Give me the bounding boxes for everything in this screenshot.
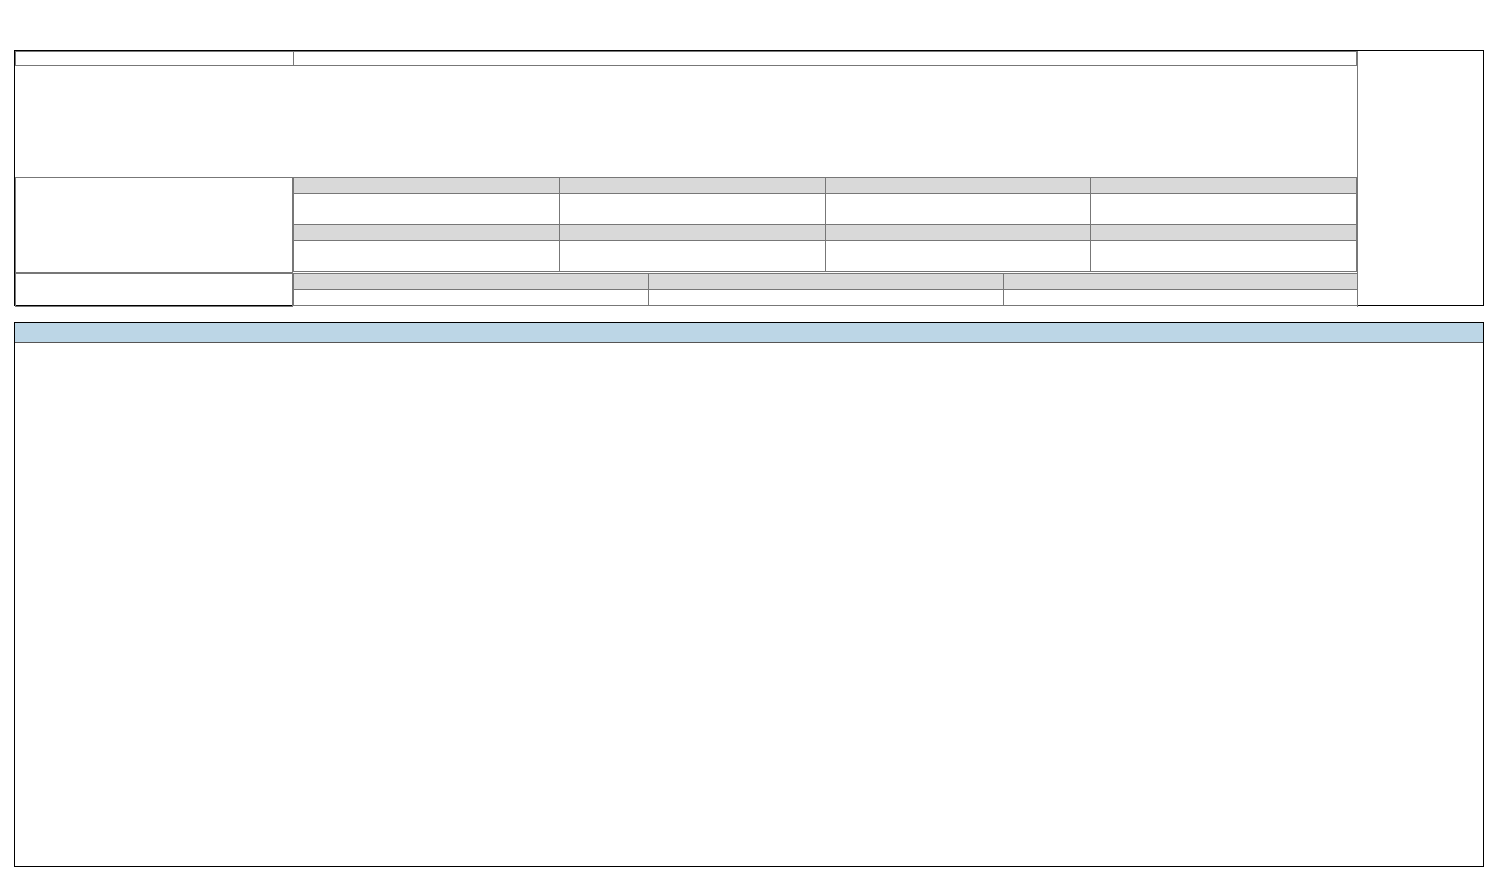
reinin-label [15, 273, 293, 307]
function-symbols-panel [1357, 51, 1484, 307]
reinin-header [649, 274, 1004, 290]
tetra-value [1091, 241, 1357, 272]
model-a-header [15, 323, 1483, 343]
tetra-value [294, 241, 560, 272]
tetra-value [1091, 194, 1357, 225]
reinin-value [294, 290, 649, 306]
tetratomy-section [15, 177, 1357, 273]
tetra-header [1091, 225, 1357, 241]
reinin-value [649, 290, 1004, 306]
tetra-header [294, 178, 560, 194]
model-a-section [14, 322, 1484, 867]
reinin-section [15, 273, 1357, 307]
type-info-table [15, 51, 1357, 66]
tetra-value [825, 194, 1091, 225]
tetra-header [559, 178, 825, 194]
tetra-value [559, 241, 825, 272]
tetratomy-label [15, 177, 293, 273]
tetra-value [294, 194, 560, 225]
reinin-header [294, 274, 649, 290]
tetra-header [825, 178, 1091, 194]
tetra-value [825, 241, 1091, 272]
tetra-header [294, 225, 560, 241]
type-info-block [14, 50, 1484, 306]
reinin-value [1004, 290, 1358, 306]
tetra-header [825, 225, 1091, 241]
tetra-value [559, 194, 825, 225]
reinin-header [1004, 274, 1358, 290]
tetratomy-grid [293, 177, 1357, 272]
tetra-header [1091, 178, 1357, 194]
tetra-header [559, 225, 825, 241]
reinin-grid [293, 273, 1358, 306]
